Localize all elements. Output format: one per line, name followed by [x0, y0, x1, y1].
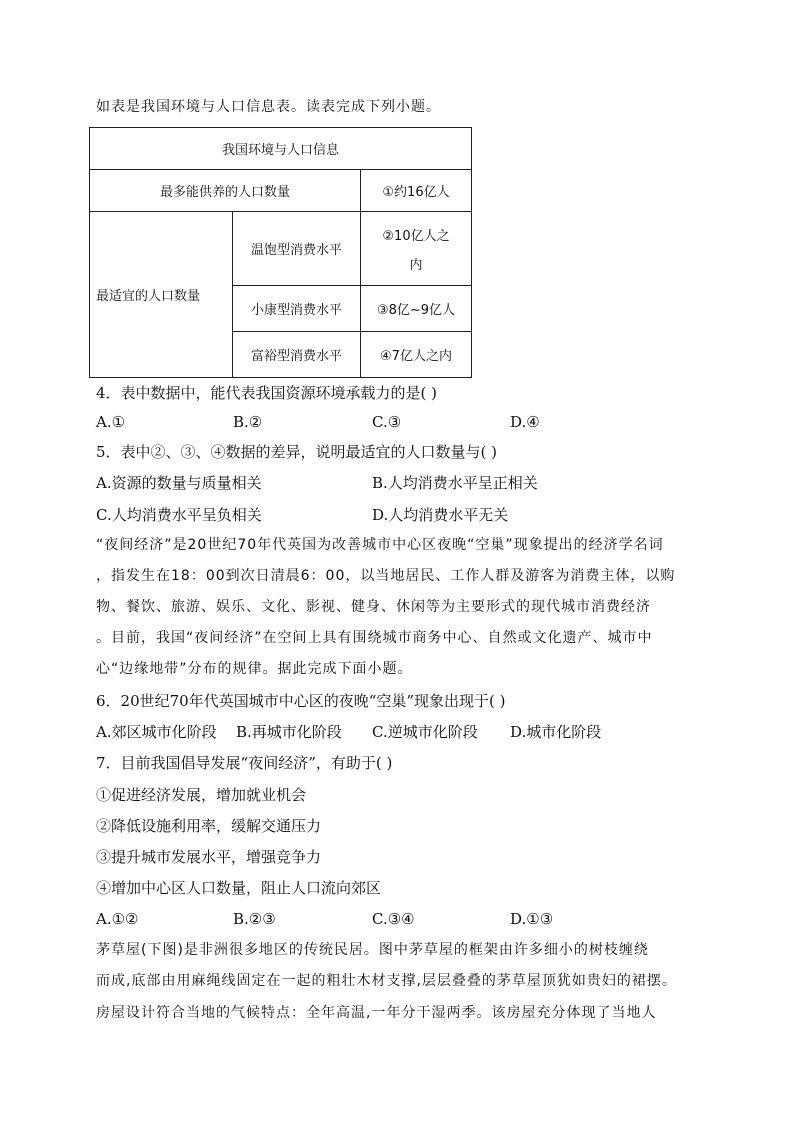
passage3-line: 茅草屋(下图)是非洲很多地区的传统民居。图中茅草屋的框架由许多细小的树枝缠绕 — [96, 942, 649, 958]
sub-value-2: ③8亿~9亿人 — [361, 286, 472, 332]
q4-stem: 4．表中数据中，能代表我国资源环境承载力的是( ) — [96, 384, 438, 402]
passage3-line: 房屋设计符合当地的气候特点：全年高温,一年分干湿两季。该房屋充分体现了当地人 — [96, 1005, 657, 1021]
intro-text: 如表是我国环境与人口信息表。读表完成下列小题。 — [96, 99, 441, 115]
q6-option-b: B.再城市化阶段 — [236, 723, 342, 741]
q6-stem: 6．20世纪70年代英国城市中心区的夜晚“空巢”现象出现于( ) — [96, 692, 506, 710]
sub-label-3: 富裕型消费水平 — [233, 332, 361, 378]
q6-option-d: D.城市化阶段 — [510, 723, 602, 741]
q7-item: ①促进经济发展，增加就业机会 — [96, 786, 307, 804]
q7-item: ②降低设施利用率，缓解交通压力 — [96, 817, 322, 835]
q4-option-c: C.③ — [372, 413, 402, 431]
q7-stem: 7．目前我国倡导发展“夜间经济”，有助于( ) — [96, 754, 393, 772]
passage3-line: 而成,底部由用麻绳线固定在一起的粗壮木材支撑,层层叠叠的茅草屋顶犹如贵妇的裙摆。 — [96, 973, 677, 989]
passage2-line: “夜间经济”是20世纪70年代英国为改善城市中心区夜晚“空巢”现象提出的经济学名词 — [96, 537, 664, 553]
q6-option-a: A.郊区城市化阶段 — [96, 723, 217, 741]
passage2-line: ，指发生在18：00到次日清晨6：00，以当地居民、工作人群及游客为消费主体，以购 — [96, 568, 676, 584]
sub-label-2: 小康型消费水平 — [233, 286, 361, 332]
row1-label: 最多能供养的人口数量 — [90, 170, 361, 212]
q5-option-c: C.人均消费水平呈负相关 — [96, 506, 262, 524]
passage2-line: 。目前，我国“夜间经济”在空间上具有围绕城市商务中心、自然或文化遗产、城市中 — [96, 630, 653, 646]
sub-value-1-line2: 内 — [409, 257, 423, 273]
q7-option-b: B.②③ — [233, 910, 276, 928]
q7-option-d: D.①③ — [510, 910, 554, 928]
q4-option-b: B.② — [233, 413, 263, 431]
q5-option-a: A.资源的数量与质量相关 — [96, 474, 262, 492]
sub-value-1 — [361, 212, 472, 286]
table-title: 我国环境与人口信息 — [90, 128, 472, 170]
sub-value-1-line1: ②10亿人之 — [382, 228, 450, 244]
q5-option-b: B.人均消费水平呈正相关 — [372, 474, 538, 492]
passage2-line: 物、餐饮、旅游、娱乐、文化、影视、健身、休闲等为主要形式的现代城市消费经济 — [96, 599, 651, 615]
q4-option-a: A.① — [96, 413, 126, 431]
q7-option-c: C.③④ — [372, 910, 415, 928]
q7-option-a: A.①② — [96, 910, 139, 928]
sub-label-1: 温饱型消费水平 — [233, 212, 361, 286]
q4-option-d: D.④ — [510, 413, 540, 431]
row2-label: 最适宜的人口数量 — [90, 212, 233, 378]
info-table — [89, 127, 472, 378]
passage2-line: 心“边缘地带”分布的规律。据此完成下面小题。 — [96, 661, 413, 677]
sub-value-3: ④7亿人之内 — [361, 332, 472, 378]
row1-value: ①约16亿人 — [361, 170, 472, 212]
q6-option-c: C.逆城市化阶段 — [372, 723, 478, 741]
q7-item: ④增加中心区人口数量，阻止人口流向郊区 — [96, 879, 382, 897]
q7-item: ③提升城市发展水平，增强竞争力 — [96, 848, 322, 866]
q5-option-d: D.人均消费水平无关 — [372, 506, 509, 524]
q5-stem: 5．表中②、③、④数据的差异，说明最适宜的人口数量与( ) — [96, 443, 498, 461]
